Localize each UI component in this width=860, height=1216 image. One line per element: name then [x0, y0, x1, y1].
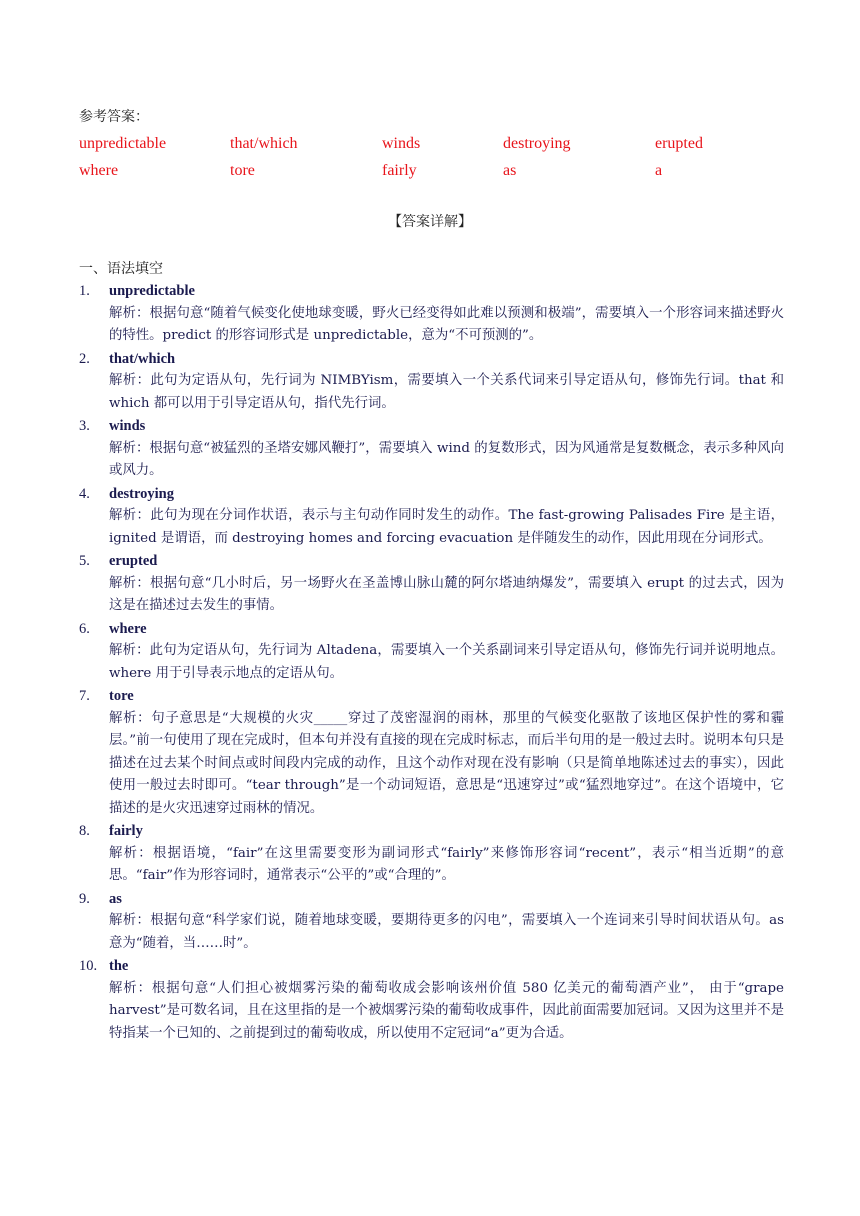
list-item [79, 483, 784, 551]
answer-10: a [655, 162, 663, 179]
item-explanation: 解析：根据语境，“fair”在这里需要变形为副词形式“fairly”来修饰形容词“recent”，表示“相当近期”的意思。“fair”作为形容词时，通常表示“公平的”或“合理的”。 [109, 845, 784, 883]
item-explanation: 解析：根据句意“人们担心被烟雾污染的葡萄收成会影响该州价值 580 亿美元的葡萄酒产业”， 由于“grape harvest”是可数名词，且在这里指的是一个被烟雾污染的葡萄收成事件，因此前面需要加冠词。又因为这里并不是特指某一个已知的、之前提到过的葡萄收成，所以使用不定冠词“a”更为合适。 [109, 980, 784, 1041]
reference-answer-label: 参考答案： [79, 109, 149, 125]
item-answer: tore [109, 688, 134, 704]
list-item [79, 550, 784, 618]
item-explanation: 解析：根据句意“被猛烈的圣塔安娜风鞭打”，需要填入 wind 的复数形式，因为风通常是复数概念，表示多种风向或风力。 [109, 440, 784, 478]
list-item [79, 888, 784, 956]
item-answer: erupted [109, 553, 158, 569]
answer-3: winds [382, 135, 421, 152]
list-item [79, 618, 784, 686]
list-item [79, 280, 784, 348]
answer-6: where [79, 162, 119, 179]
item-number: 7. [79, 688, 90, 704]
list-item [79, 415, 784, 483]
list-item [79, 348, 784, 416]
item-explanation: 解析：根据句意“科学家们说，随着地球变暖，要期待更多的闪电”，需要填入一个连词来引导时间状语从句。as 意为“随着，当……时”。 [109, 913, 784, 951]
item-answer: as [109, 890, 122, 907]
answer-8: fairly [382, 162, 417, 179]
item-number: 2. [79, 350, 90, 367]
item-answer: destroying [109, 485, 174, 502]
item-number: 6. [79, 620, 90, 637]
item-answer: unpredictable [109, 283, 195, 299]
item-answer: winds [109, 418, 146, 434]
item-explanation: 解析：此句为定语从句，先行词为 NIMBYism，需要填入一个关系代词来引导定语从句，修饰先行词。that 和 which 都可以用于引导定语从句，指代先行词。 [109, 373, 784, 411]
item-explanation: 解析：句子意思是“大规模的火灾_____穿过了茂密湿润的雨林，那里的气候变化驱散了该地区保护性的雾和霾层。”前一句使用了现在完成时，但本句并没有直接的现在完成时标志，而后半句用的是一般过去时。说明本句只是描述在过去某个时间点或时间段内完成的动作，且这个动作对现在没有影响（只是简单地陈述过去的事实），因此使用一般过去时即可。“tear through”是一个动词短语，意思是“迅速穿过”或“猛烈地穿过”。在这个语境中，它描述的是火灾迅速穿过雨林的情况。 [109, 710, 784, 816]
answer-9: as [503, 162, 517, 179]
item-answer: fairly [109, 823, 143, 839]
item-number: 1. [79, 283, 90, 299]
item-explanation: 解析：此句为现在分词作状语，表示与主句动作同时发生的动作。The fast-growing Palisades Fire 是主语，ignited 是谓语，而 destroying homes and forcing evacuation 是伴随发生的动作，因此用现在分词形式。 [109, 508, 784, 546]
item-number: 5. [79, 553, 90, 569]
item-number: 10. [79, 958, 98, 974]
item-answer: where [109, 620, 147, 637]
answer-2: that/which [230, 135, 298, 152]
answer-4: destroying [503, 135, 571, 152]
answer-1: unpredictable [79, 135, 167, 152]
item-explanation: 解析：此句为定语从句，先行词为 Altadena，需要填入一个关系副词来引导定语从句，修饰先行词并说明地点。where 用于引导表示地点的定语从句。 [109, 643, 784, 681]
section-heading: 一、语法填空 [79, 261, 163, 277]
answer-detail-heading: 【答案详解】 [388, 214, 472, 230]
answer-7: tore [230, 162, 255, 179]
answer-5: erupted [655, 135, 703, 152]
item-explanation: 解析：根据句意“几小时后，另一场野火在圣盖博山脉山麓的阿尔塔迪纳爆发”，需要填入 erupt 的过去式，因为这是在描述过去发生的事情。 [109, 575, 784, 613]
list-item [79, 685, 784, 820]
explanation-list [79, 280, 784, 1045]
list-item [79, 820, 784, 888]
list-item [79, 955, 784, 1045]
item-number: 3. [79, 418, 90, 434]
item-explanation: 解析：根据句意“随着气候变化使地球变暖，野火已经变得如此难以预测和极端”，需要填入一个形容词来描述野火的特性。predict 的形容词形式是 unpredictable，意为“不可预测的”。 [109, 305, 784, 343]
item-number: 8. [79, 823, 90, 839]
item-number: 9. [79, 890, 90, 907]
item-answer: that/which [109, 350, 176, 367]
item-number: 4. [79, 485, 90, 502]
item-answer: the [109, 958, 129, 974]
